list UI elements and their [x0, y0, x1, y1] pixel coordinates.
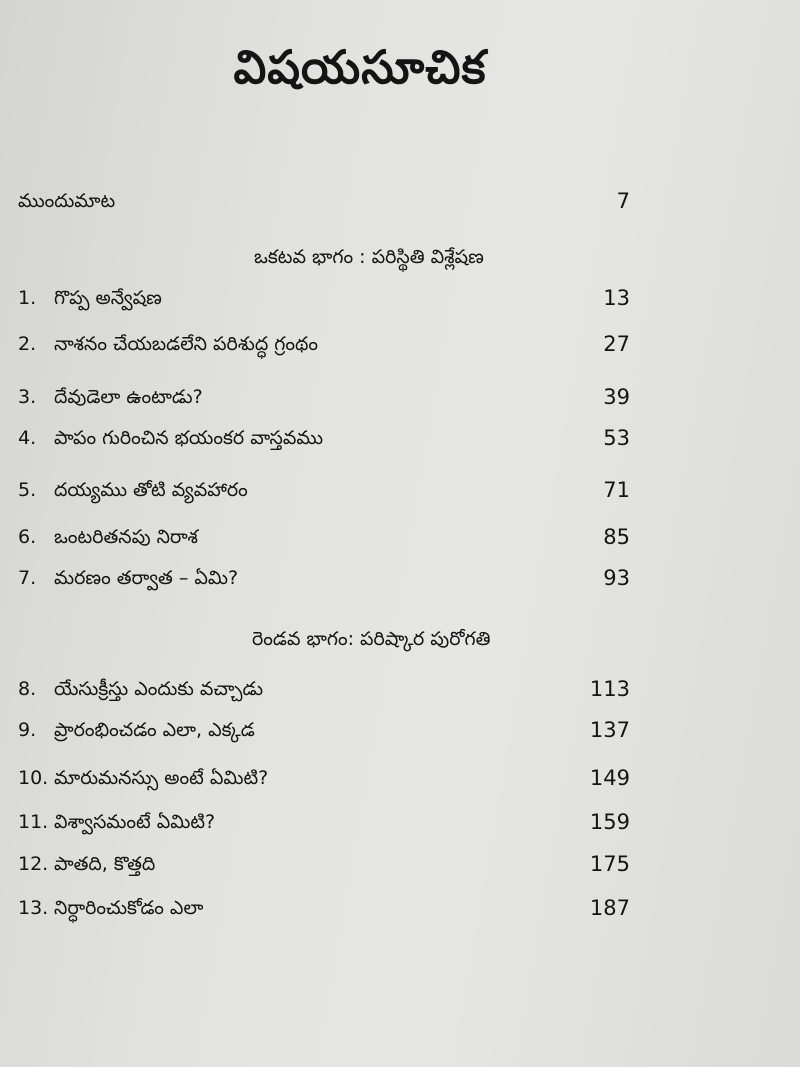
toc-entry — [18, 761, 630, 795]
toc-entry-number: 13. — [18, 897, 49, 919]
toc-entry-label: దేవుడెలా ఉంటాడు? — [54, 386, 203, 408]
toc-entry-label: దయ్యము తోటి వ్యవహారం — [54, 479, 248, 501]
toc-entry-number: 6. — [18, 526, 37, 548]
toc-entry-page: 137 — [589, 718, 630, 742]
toc-entry — [18, 672, 630, 706]
toc-entry-number: 11. — [18, 811, 49, 833]
toc-entry-label: యేసుక్రీస్తు ఎందుకు వచ్చాడు — [54, 678, 264, 700]
toc-entry-label: పాపం గురించిన భయంకర వాస్తవము — [54, 427, 324, 449]
toc-entry — [18, 891, 630, 925]
toc-entry-label: మరణం తర్వాత – ఏమి? — [54, 567, 239, 589]
toc-entry-label: నాశనం చేయబడలేని పరిశుద్ధ గ్రంథం — [54, 333, 319, 355]
toc-entry-preface — [18, 184, 630, 218]
toc-entry-page: 159 — [589, 810, 630, 834]
toc-entry — [18, 473, 630, 507]
toc-entry-label: ఒంటరితనపు నిరాశ — [54, 526, 198, 548]
toc-entry-number: 5. — [18, 479, 37, 501]
toc-entry-page: 13 — [603, 286, 630, 310]
toc-entry-label: మారుమనస్సు అంటే ఏమిటి? — [54, 767, 269, 789]
toc-entry — [18, 327, 630, 361]
toc-entry-number: 4. — [18, 427, 37, 449]
part1-heading: ఒకటవ భాగం : పరిస్థితి విశ్లేషణ — [254, 246, 484, 268]
toc-entry — [18, 421, 630, 455]
toc-entry-page: 187 — [589, 896, 630, 920]
toc-entry-page: 85 — [603, 525, 630, 549]
toc-entry-page: 39 — [603, 385, 630, 409]
toc-entry-number: 7. — [18, 567, 37, 589]
toc-entry-label: విశ్వాసమంటే ఏమిటి? — [54, 811, 216, 833]
toc-entry-label: పాతది, కొత్తది — [54, 853, 156, 875]
toc-entry-number: 1. — [18, 287, 37, 309]
toc-entry-page: 149 — [589, 766, 630, 790]
toc-entry-label: ప్రారంభించడం ఎలా, ఎక్కడ — [54, 719, 255, 741]
toc-entry-number: 12. — [18, 853, 49, 875]
toc-entry-number: 10. — [18, 767, 49, 789]
toc-entry — [18, 847, 630, 881]
toc-entry-page: 7 — [616, 189, 630, 213]
toc-entry-page: 53 — [603, 426, 630, 450]
toc-entry-page: 93 — [603, 566, 630, 590]
toc-entry-label: గొప్ప అన్వేషణ — [54, 287, 162, 309]
toc-entry-number: 9. — [18, 719, 37, 741]
toc-entry-page: 27 — [603, 332, 630, 356]
toc-entry-label: ముందుమాట — [18, 190, 116, 212]
toc-entry-number: 8. — [18, 678, 37, 700]
toc-entry — [18, 281, 630, 315]
toc-entry-page: 71 — [603, 478, 630, 502]
toc-entry-number: 2. — [18, 333, 37, 355]
page-title: విషయసూచిక — [233, 40, 487, 94]
toc-entry — [18, 380, 630, 414]
toc-entry — [18, 561, 630, 595]
toc-entry — [18, 520, 630, 554]
toc-entry — [18, 805, 630, 839]
toc-entry-page: 175 — [589, 852, 630, 876]
part2-heading: రెండవ భాగం: పరిష్కార పురోగతి — [252, 628, 491, 650]
toc-entry-page: 113 — [589, 677, 630, 701]
toc-entry-label: నిర్ధారించుకోడం ఎలా — [54, 897, 204, 919]
toc-entry-number: 3. — [18, 386, 37, 408]
toc-entry — [18, 713, 630, 747]
